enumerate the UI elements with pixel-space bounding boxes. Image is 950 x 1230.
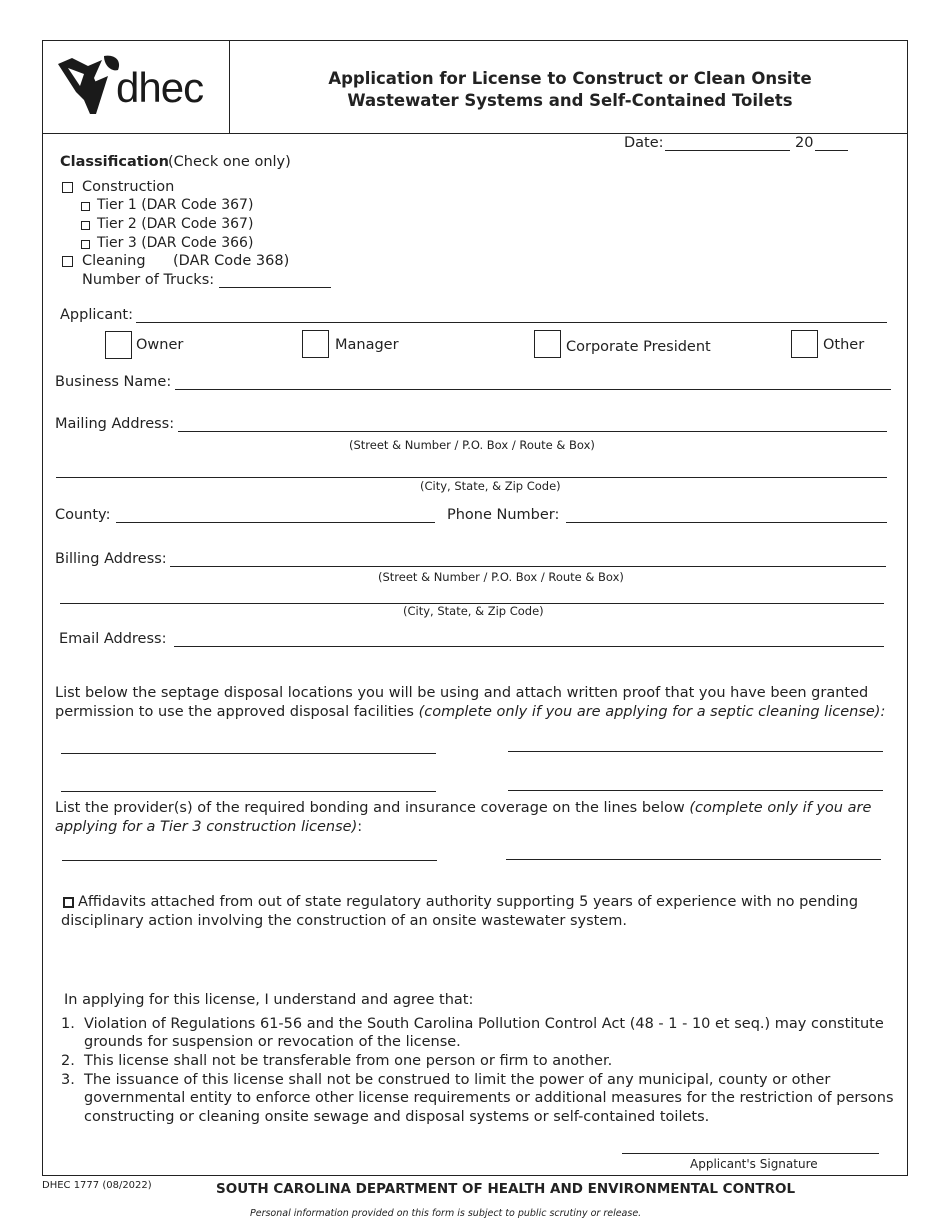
email-label: Email Address: [59,631,167,647]
other-label: Other [823,337,865,353]
tier2-label: Tier 2 (DAR Code 367) [97,216,254,232]
privacy-notice: Personal information provided on this form is subject to public scrutiny or release. [250,1208,642,1219]
mailing-street-input[interactable] [178,431,887,432]
affidavit-checkbox[interactable] [63,897,74,908]
owner-checkbox[interactable] [105,331,132,359]
classification-hint: (Check one only) [168,154,291,170]
applicant-label: Applicant: [60,307,134,323]
header-divider-vertical [229,40,230,134]
applicant-input[interactable] [136,322,887,323]
tier1-label: Tier 1 (DAR Code 367) [97,197,254,213]
tier3-checkbox[interactable] [81,240,90,249]
disposal-location-input-3[interactable] [61,791,436,792]
owner-label: Owner [136,337,184,353]
manager-checkbox[interactable] [302,330,329,358]
tier3-label: Tier 3 (DAR Code 366) [97,235,254,251]
bonding-provider-input-1[interactable] [62,860,437,861]
phone-label: Phone Number: [447,507,560,523]
bonding-instructions-line2: applying for a Tier 3 construction license): [55,819,363,835]
agreement-item-3-line1: The issuance of this license shall not be construed to limit the power of any municipal, county or other [84,1072,831,1088]
cleaning-label: Cleaning [82,253,146,269]
year-prefix: 20 [795,135,814,151]
date-input[interactable] [665,150,790,151]
form-id: DHEC 1777 (08/2022) [42,1180,152,1191]
billing-city-hint: (City, State, & Zip Code) [403,604,544,618]
tier1-checkbox[interactable] [81,202,90,211]
classification-label: Classification [60,154,169,170]
disposal-location-input-2[interactable] [508,751,883,752]
corporate-president-label: Corporate President [566,339,711,355]
disposal-location-input-1[interactable] [61,753,436,754]
date-label: Date: [624,135,664,151]
disposal-location-input-4[interactable] [508,790,883,791]
trucks-input[interactable] [219,287,331,288]
billing-address-label: Billing Address: [55,551,167,567]
bonding-instructions-line1: List the provider(s) of the required bonding and insurance coverage on the lines below (complete only if you are [55,800,872,816]
corporate-president-checkbox[interactable] [534,330,561,358]
agreement-item-2-line1: This license shall not be transferable from one person or firm to another. [84,1053,613,1069]
agreement-item-3-line2: governmental entity to enforce other license requirements or additional measures for the restriction of persons [84,1090,894,1106]
cleaning-checkbox[interactable] [62,256,73,267]
mailing-city-hint: (City, State, & Zip Code) [420,479,561,493]
department-name: SOUTH CAROLINA DEPARTMENT OF HEALTH AND ENVIRONMENTAL CONTROL [216,1181,796,1197]
mailing-city-input[interactable] [56,477,887,478]
agreement-item-3-line3: constructing or cleaning onsite sewage and disposal systems or self-contained toilets. [84,1109,710,1125]
logo-text: dhec [116,64,204,111]
affidavit-line2: disciplinary action involving the construction of an onsite wastewater system. [61,913,628,929]
county-input[interactable] [116,522,435,523]
county-label: County: [55,507,111,523]
construction-checkbox[interactable] [62,182,73,193]
business-name-label: Business Name: [55,374,172,390]
year-input[interactable] [815,150,848,151]
other-checkbox[interactable] [791,330,818,358]
agreement-item-1-number: 1. [61,1016,75,1032]
agreement-item-3-number: 3. [61,1072,75,1088]
tier2-checkbox[interactable] [81,221,90,230]
dhec-logo [54,52,219,124]
billing-street-input[interactable] [170,566,886,567]
page-title: Application for License to Construct or Clean Onsite Wastewater Systems and Self-Contained Toilets [328,69,812,110]
affidavit-line1: Affidavits attached from out of state regulatory authority supporting 5 years of experience with no pending [78,894,859,910]
business-name-input[interactable] [175,389,891,390]
agreement-item-1-line1: Violation of Regulations 61-56 and the South Carolina Pollution Control Act (48 - 1 - 10 et seq.) may constitute [84,1016,884,1032]
phone-input[interactable] [566,522,887,523]
septage-instructions-line1: List below the septage disposal locations you will be using and attach written proof that you have been granted [55,685,869,701]
manager-label: Manager [335,337,399,353]
cleaning-code: (DAR Code 368) [173,253,290,269]
agreement-intro: In applying for this license, I understand and agree that: [64,992,474,1008]
mailing-street-hint: (Street & Number / P.O. Box / Route & Box) [349,438,595,452]
agreement-item-1-line2: grounds for suspension or revocation of the license. [84,1034,461,1050]
signature-input[interactable] [622,1153,879,1154]
trucks-label: Number of Trucks: [82,272,215,288]
construction-label: Construction [82,179,175,195]
bonding-provider-input-2[interactable] [506,859,881,860]
septage-instructions-line2: permission to use the approved disposal facilities (complete only if you are applying for a septic cleaning license): [55,704,886,720]
signature-label: Applicant's Signature [690,1157,818,1171]
header-divider [42,133,908,134]
mailing-address-label: Mailing Address: [55,416,175,432]
email-input[interactable] [174,646,884,647]
billing-street-hint: (Street & Number / P.O. Box / Route & Box) [378,570,624,584]
agreement-item-2-number: 2. [61,1053,75,1069]
